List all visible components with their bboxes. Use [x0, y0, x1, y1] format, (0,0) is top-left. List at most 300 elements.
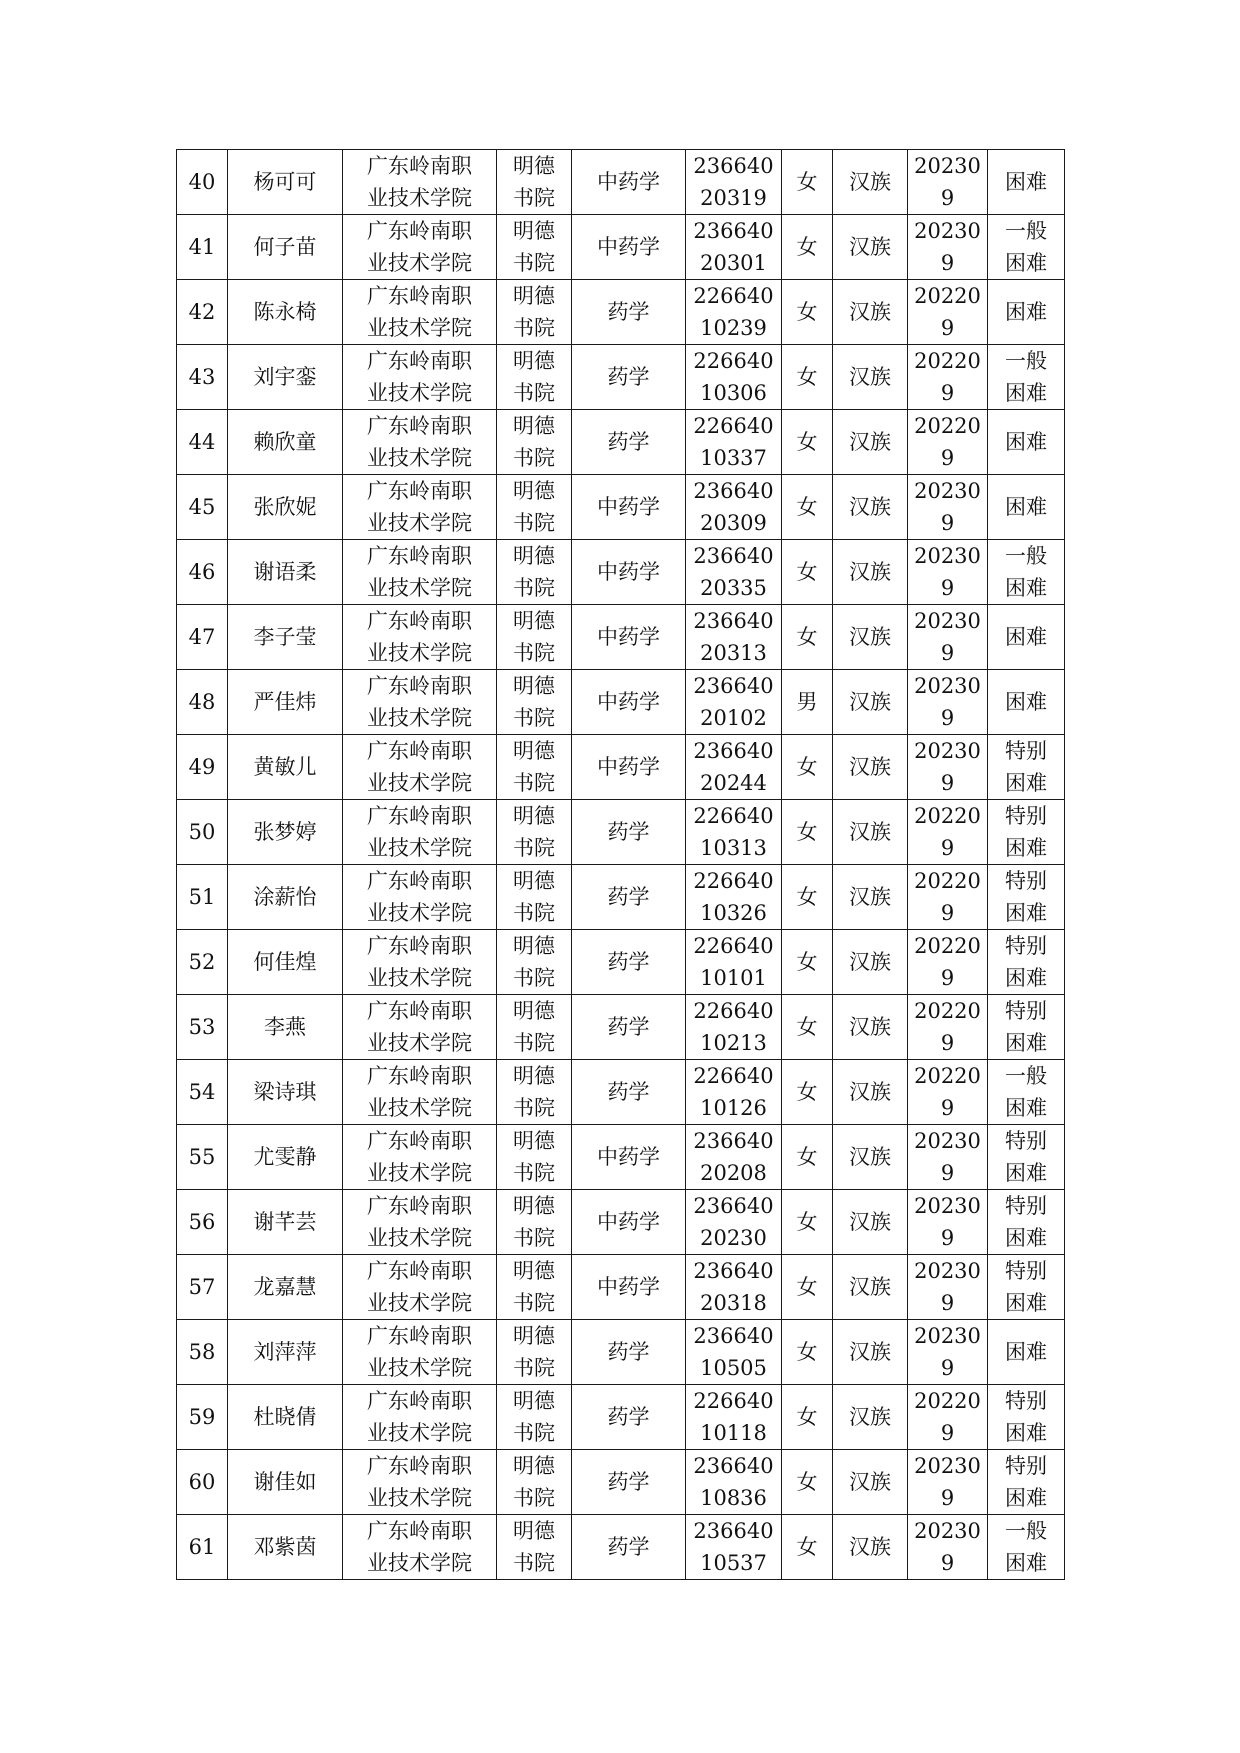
table-row	[177, 605, 1065, 670]
table-row	[177, 475, 1065, 540]
cell-student-id	[686, 1385, 782, 1450]
cell-college-line: 明德	[513, 739, 555, 763]
cell-college	[497, 735, 572, 800]
cell-student-id	[686, 800, 782, 865]
cell-college-line: 书院	[513, 836, 555, 860]
cell-student-id-line: 10101	[700, 966, 767, 990]
cell-difficulty-level-line: 特别	[1005, 1389, 1047, 1413]
cell-student-id-line: 236640	[693, 1324, 774, 1348]
cell-school	[343, 1450, 497, 1515]
cell-ethnicity: 汉族	[833, 1385, 908, 1450]
cell-major: 药学	[572, 995, 686, 1060]
cell-college-line: 书院	[513, 1551, 555, 1575]
cell-difficulty-level-line: 困难	[1005, 576, 1047, 600]
cell-difficulty-level-line: 一般	[1005, 1064, 1047, 1088]
cell-difficulty-level	[988, 735, 1065, 800]
cell-college	[497, 865, 572, 930]
cell-ethnicity: 汉族	[833, 605, 908, 670]
cell-college-line: 明德	[513, 414, 555, 438]
cell-gender: 女	[782, 1125, 833, 1190]
cell-student-id-line: 236640	[693, 1129, 774, 1153]
cell-school-line: 业技术学院	[367, 186, 472, 210]
cell-college	[497, 1515, 572, 1580]
cell-name: 严佳炜	[228, 670, 343, 735]
cell-enroll-year-line: 20230	[914, 739, 981, 763]
table-row	[177, 1385, 1065, 1450]
cell-school-line: 广东岭南职	[367, 739, 472, 763]
cell-major: 中药学	[572, 1190, 686, 1255]
cell-student-id-line: 10505	[700, 1356, 767, 1380]
cell-school-line: 业技术学院	[367, 706, 472, 730]
cell-enroll-year	[908, 800, 988, 865]
cell-enroll-year-line: 20220	[914, 1064, 981, 1088]
cell-student-id	[686, 1190, 782, 1255]
cell-difficulty-level	[988, 1515, 1065, 1580]
cell-name: 何佳煌	[228, 930, 343, 995]
cell-difficulty-level-line: 一般	[1005, 219, 1047, 243]
cell-difficulty-level-line: 困难	[1005, 1551, 1047, 1575]
cell-student-id	[686, 865, 782, 930]
cell-enroll-year-line: 9	[940, 251, 955, 275]
cell-gender: 女	[782, 930, 833, 995]
cell-student-id-line: 226640	[693, 1064, 774, 1088]
cell-enroll-year-line: 20230	[914, 1194, 981, 1218]
cell-major: 药学	[572, 1450, 686, 1515]
cell-enroll-year-line: 20220	[914, 934, 981, 958]
cell-school-line: 业技术学院	[367, 641, 472, 665]
table-row	[177, 1190, 1065, 1255]
cell-enroll-year-line: 9	[940, 1421, 955, 1445]
table-row	[177, 735, 1065, 800]
cell-major: 药学	[572, 1320, 686, 1385]
cell-school-line: 广东岭南职	[367, 1324, 472, 1348]
cell-college	[497, 800, 572, 865]
cell-number: 44	[177, 410, 228, 475]
cell-major: 中药学	[572, 1255, 686, 1320]
cell-college-line: 书院	[513, 186, 555, 210]
cell-student-id-line: 236640	[693, 609, 774, 633]
cell-college-line: 明德	[513, 999, 555, 1023]
cell-student-id	[686, 1450, 782, 1515]
cell-student-id-line: 236640	[693, 1454, 774, 1478]
cell-school-line: 广东岭南职	[367, 414, 472, 438]
cell-difficulty-level-line: 困难	[1005, 966, 1047, 990]
cell-college	[497, 345, 572, 410]
cell-enroll-year	[908, 1125, 988, 1190]
cell-student-id-line: 20244	[700, 771, 767, 795]
cell-school	[343, 735, 497, 800]
cell-enroll-year-line: 9	[940, 1031, 955, 1055]
cell-school	[343, 1125, 497, 1190]
cell-difficulty-level-line: 困难	[1005, 251, 1047, 275]
cell-number: 43	[177, 345, 228, 410]
cell-name: 杨可可	[228, 150, 343, 215]
cell-number: 40	[177, 150, 228, 215]
cell-college	[497, 930, 572, 995]
cell-gender: 女	[782, 800, 833, 865]
cell-college-line: 书院	[513, 381, 555, 405]
cell-major: 中药学	[572, 735, 686, 800]
cell-student-id-line: 20313	[700, 641, 767, 665]
cell-student-id	[686, 605, 782, 670]
cell-enroll-year-line: 20230	[914, 1454, 981, 1478]
cell-major: 中药学	[572, 475, 686, 540]
cell-student-id-line: 226640	[693, 284, 774, 308]
cell-college	[497, 1385, 572, 1450]
cell-gender: 女	[782, 605, 833, 670]
cell-gender: 女	[782, 735, 833, 800]
cell-school	[343, 605, 497, 670]
cell-enroll-year	[908, 735, 988, 800]
cell-name: 邓紫茵	[228, 1515, 343, 1580]
cell-number: 53	[177, 995, 228, 1060]
cell-school	[343, 215, 497, 280]
cell-enroll-year-line: 20220	[914, 284, 981, 308]
table-row	[177, 215, 1065, 280]
cell-enroll-year	[908, 930, 988, 995]
cell-difficulty-level	[988, 995, 1065, 1060]
cell-college	[497, 1190, 572, 1255]
cell-number: 49	[177, 735, 228, 800]
cell-school-line: 业技术学院	[367, 1551, 472, 1575]
cell-college-line: 明德	[513, 349, 555, 373]
cell-ethnicity: 汉族	[833, 1255, 908, 1320]
cell-student-id-line: 10118	[700, 1421, 767, 1445]
cell-school-line: 广东岭南职	[367, 1064, 472, 1088]
cell-school-line: 业技术学院	[367, 1226, 472, 1250]
cell-student-id-line: 20319	[700, 186, 767, 210]
cell-college-line: 书院	[513, 316, 555, 340]
cell-major: 中药学	[572, 1125, 686, 1190]
cell-enroll-year-line: 9	[940, 966, 955, 990]
cell-major: 药学	[572, 1385, 686, 1450]
cell-ethnicity: 汉族	[833, 995, 908, 1060]
cell-school-line: 广东岭南职	[367, 1389, 472, 1413]
cell-gender: 女	[782, 475, 833, 540]
cell-ethnicity: 汉族	[833, 410, 908, 475]
cell-ethnicity: 汉族	[833, 1060, 908, 1125]
cell-name: 何子苗	[228, 215, 343, 280]
cell-school	[343, 280, 497, 345]
cell-enroll-year	[908, 670, 988, 735]
cell-major: 药学	[572, 1515, 686, 1580]
cell-difficulty-level-line: 特别	[1005, 1129, 1047, 1153]
cell-name: 梁诗琪	[228, 1060, 343, 1125]
cell-ethnicity: 汉族	[833, 215, 908, 280]
cell-student-id-line: 10239	[700, 316, 767, 340]
cell-difficulty-level	[988, 1450, 1065, 1515]
cell-college-line: 书院	[513, 1356, 555, 1380]
cell-difficulty-level-line: 困难	[1005, 495, 1047, 519]
cell-college	[497, 670, 572, 735]
cell-student-id-line: 20102	[700, 706, 767, 730]
cell-enroll-year-line: 20230	[914, 609, 981, 633]
cell-difficulty-level	[988, 280, 1065, 345]
cell-difficulty-level	[988, 150, 1065, 215]
cell-school	[343, 1060, 497, 1125]
cell-number: 56	[177, 1190, 228, 1255]
cell-college-line: 书院	[513, 1421, 555, 1445]
cell-college-line: 书院	[513, 1226, 555, 1250]
cell-enroll-year-line: 9	[940, 576, 955, 600]
cell-student-id	[686, 735, 782, 800]
cell-enroll-year-line: 20230	[914, 1129, 981, 1153]
cell-school-line: 业技术学院	[367, 576, 472, 600]
cell-student-id-line: 226640	[693, 804, 774, 828]
cell-college-line: 明德	[513, 674, 555, 698]
cell-student-id-line: 20335	[700, 576, 767, 600]
cell-difficulty-level-line: 特别	[1005, 999, 1047, 1023]
cell-name: 刘宇銮	[228, 345, 343, 410]
cell-enroll-year-line: 9	[940, 511, 955, 535]
cell-college-line: 书院	[513, 1031, 555, 1055]
cell-difficulty-level-line: 特别	[1005, 804, 1047, 828]
cell-difficulty-level	[988, 540, 1065, 605]
cell-college-line: 书院	[513, 251, 555, 275]
cell-name: 李子莹	[228, 605, 343, 670]
cell-college-line: 明德	[513, 1194, 555, 1218]
cell-enroll-year-line: 20230	[914, 1324, 981, 1348]
cell-college-line: 明德	[513, 1064, 555, 1088]
cell-student-id-line: 226640	[693, 999, 774, 1023]
cell-student-id-line: 236640	[693, 739, 774, 763]
cell-college	[497, 280, 572, 345]
cell-ethnicity: 汉族	[833, 1320, 908, 1385]
cell-school-line: 广东岭南职	[367, 219, 472, 243]
cell-enroll-year	[908, 605, 988, 670]
cell-enroll-year	[908, 345, 988, 410]
cell-school	[343, 1320, 497, 1385]
table-row	[177, 800, 1065, 865]
cell-student-id	[686, 1320, 782, 1385]
cell-name: 李燕	[228, 995, 343, 1060]
cell-college-line: 书院	[513, 966, 555, 990]
cell-school-line: 业技术学院	[367, 966, 472, 990]
cell-student-id-line: 226640	[693, 349, 774, 373]
cell-difficulty-level	[988, 930, 1065, 995]
cell-enroll-year-line: 20220	[914, 349, 981, 373]
cell-school-line: 广东岭南职	[367, 804, 472, 828]
cell-enroll-year-line: 20220	[914, 869, 981, 893]
cell-school-line: 广东岭南职	[367, 1194, 472, 1218]
cell-number: 61	[177, 1515, 228, 1580]
cell-enroll-year-line: 9	[940, 641, 955, 665]
cell-school-line: 广东岭南职	[367, 349, 472, 373]
cell-college-line: 书院	[513, 706, 555, 730]
cell-student-id	[686, 475, 782, 540]
cell-school	[343, 1385, 497, 1450]
cell-enroll-year-line: 9	[940, 836, 955, 860]
cell-ethnicity: 汉族	[833, 735, 908, 800]
cell-difficulty-level-line: 特别	[1005, 934, 1047, 958]
cell-difficulty-level	[988, 800, 1065, 865]
cell-ethnicity: 汉族	[833, 930, 908, 995]
cell-school-line: 广东岭南职	[367, 1129, 472, 1153]
cell-school-line: 广东岭南职	[367, 869, 472, 893]
cell-college-line: 明德	[513, 1519, 555, 1543]
cell-gender: 女	[782, 1385, 833, 1450]
cell-enroll-year-line: 20220	[914, 414, 981, 438]
cell-school-line: 广东岭南职	[367, 479, 472, 503]
table-row	[177, 995, 1065, 1060]
cell-college-line: 明德	[513, 1389, 555, 1413]
cell-difficulty-level-line: 困难	[1005, 1486, 1047, 1510]
table-row	[177, 1125, 1065, 1190]
cell-college-line: 明德	[513, 154, 555, 178]
cell-difficulty-level-line: 困难	[1005, 690, 1047, 714]
cell-college-line: 书院	[513, 1291, 555, 1315]
cell-school-line: 业技术学院	[367, 316, 472, 340]
cell-school-line: 广东岭南职	[367, 1259, 472, 1283]
cell-enroll-year-line: 20230	[914, 544, 981, 568]
cell-enroll-year	[908, 1320, 988, 1385]
cell-ethnicity: 汉族	[833, 1125, 908, 1190]
cell-major: 药学	[572, 280, 686, 345]
cell-school-line: 广东岭南职	[367, 1519, 472, 1543]
cell-college-line: 明德	[513, 934, 555, 958]
cell-major: 药学	[572, 1060, 686, 1125]
table-body	[177, 150, 1065, 1580]
cell-enroll-year-line: 9	[940, 446, 955, 470]
cell-enroll-year-line: 9	[940, 1356, 955, 1380]
cell-school-line: 业技术学院	[367, 381, 472, 405]
cell-enroll-year-line: 9	[940, 381, 955, 405]
cell-enroll-year	[908, 1515, 988, 1580]
cell-ethnicity: 汉族	[833, 280, 908, 345]
cell-student-id-line: 236640	[693, 219, 774, 243]
table-row	[177, 1320, 1065, 1385]
cell-student-id	[686, 1255, 782, 1320]
cell-enroll-year-line: 20220	[914, 1389, 981, 1413]
cell-difficulty-level-line: 特别	[1005, 869, 1047, 893]
cell-name: 谢佳如	[228, 1450, 343, 1515]
cell-college	[497, 1450, 572, 1515]
cell-student-id-line: 20318	[700, 1291, 767, 1315]
cell-school-line: 业技术学院	[367, 1096, 472, 1120]
cell-number: 45	[177, 475, 228, 540]
cell-school	[343, 410, 497, 475]
cell-student-id	[686, 930, 782, 995]
cell-major: 药学	[572, 800, 686, 865]
cell-college	[497, 1060, 572, 1125]
cell-difficulty-level	[988, 670, 1065, 735]
cell-student-id-line: 226640	[693, 414, 774, 438]
cell-difficulty-level-line: 困难	[1005, 1421, 1047, 1445]
cell-difficulty-level	[988, 1320, 1065, 1385]
cell-school-line: 广东岭南职	[367, 154, 472, 178]
cell-school-line: 广东岭南职	[367, 674, 472, 698]
cell-student-id	[686, 345, 782, 410]
cell-college-line: 明德	[513, 804, 555, 828]
cell-enroll-year-line: 9	[940, 1226, 955, 1250]
cell-student-id-line: 236640	[693, 674, 774, 698]
cell-gender: 女	[782, 410, 833, 475]
cell-gender: 女	[782, 1060, 833, 1125]
cell-college	[497, 410, 572, 475]
cell-difficulty-level	[988, 1060, 1065, 1125]
cell-student-id-line: 10326	[700, 901, 767, 925]
cell-school	[343, 995, 497, 1060]
cell-student-id	[686, 1060, 782, 1125]
cell-college	[497, 150, 572, 215]
cell-school	[343, 1255, 497, 1320]
cell-gender: 女	[782, 995, 833, 1060]
cell-difficulty-level-line: 特别	[1005, 1454, 1047, 1478]
cell-college-line: 书院	[513, 1161, 555, 1185]
cell-school-line: 广东岭南职	[367, 1454, 472, 1478]
cell-name: 刘萍萍	[228, 1320, 343, 1385]
cell-student-id	[686, 215, 782, 280]
cell-name: 张欣妮	[228, 475, 343, 540]
cell-student-id-line: 226640	[693, 869, 774, 893]
cell-student-id	[686, 410, 782, 475]
cell-enroll-year	[908, 215, 988, 280]
cell-student-id	[686, 1125, 782, 1190]
cell-difficulty-level-line: 困难	[1005, 1340, 1047, 1364]
cell-school-line: 业技术学院	[367, 1421, 472, 1445]
cell-student-id-line: 10836	[700, 1486, 767, 1510]
cell-college	[497, 475, 572, 540]
cell-college-line: 书院	[513, 1486, 555, 1510]
cell-difficulty-level-line: 困难	[1005, 430, 1047, 454]
cell-name: 谢语柔	[228, 540, 343, 605]
cell-school	[343, 150, 497, 215]
cell-student-id-line: 20301	[700, 251, 767, 275]
cell-difficulty-level-line: 特别	[1005, 739, 1047, 763]
cell-gender: 女	[782, 1190, 833, 1255]
table-row	[177, 345, 1065, 410]
cell-number: 47	[177, 605, 228, 670]
cell-difficulty-level	[988, 1385, 1065, 1450]
cell-difficulty-level	[988, 1255, 1065, 1320]
cell-student-id	[686, 670, 782, 735]
cell-college	[497, 605, 572, 670]
table-row	[177, 410, 1065, 475]
cell-school	[343, 1190, 497, 1255]
cell-difficulty-level-line: 困难	[1005, 170, 1047, 194]
cell-difficulty-level-line: 困难	[1005, 381, 1047, 405]
cell-student-id-line: 20309	[700, 511, 767, 535]
cell-school-line: 业技术学院	[367, 251, 472, 275]
cell-enroll-year-line: 9	[940, 1551, 955, 1575]
cell-gender: 女	[782, 1450, 833, 1515]
cell-student-id-line: 10537	[700, 1551, 767, 1575]
cell-student-id-line: 10213	[700, 1031, 767, 1055]
cell-student-id-line: 10313	[700, 836, 767, 860]
cell-major: 药学	[572, 410, 686, 475]
cell-enroll-year-line: 9	[940, 901, 955, 925]
cell-school-line: 业技术学院	[367, 836, 472, 860]
cell-college	[497, 1320, 572, 1385]
cell-college-line: 书院	[513, 1096, 555, 1120]
cell-school-line: 广东岭南职	[367, 999, 472, 1023]
cell-student-id-line: 236640	[693, 154, 774, 178]
cell-college-line: 明德	[513, 284, 555, 308]
cell-name: 黄敏儿	[228, 735, 343, 800]
cell-school-line: 广东岭南职	[367, 934, 472, 958]
cell-college	[497, 1125, 572, 1190]
cell-number: 54	[177, 1060, 228, 1125]
cell-number: 41	[177, 215, 228, 280]
cell-ethnicity: 汉族	[833, 345, 908, 410]
cell-student-id	[686, 540, 782, 605]
cell-ethnicity: 汉族	[833, 540, 908, 605]
cell-school-line: 业技术学院	[367, 1031, 472, 1055]
cell-difficulty-level-line: 困难	[1005, 1161, 1047, 1185]
cell-college	[497, 1255, 572, 1320]
cell-school-line: 广东岭南职	[367, 609, 472, 633]
cell-college-line: 明德	[513, 1454, 555, 1478]
